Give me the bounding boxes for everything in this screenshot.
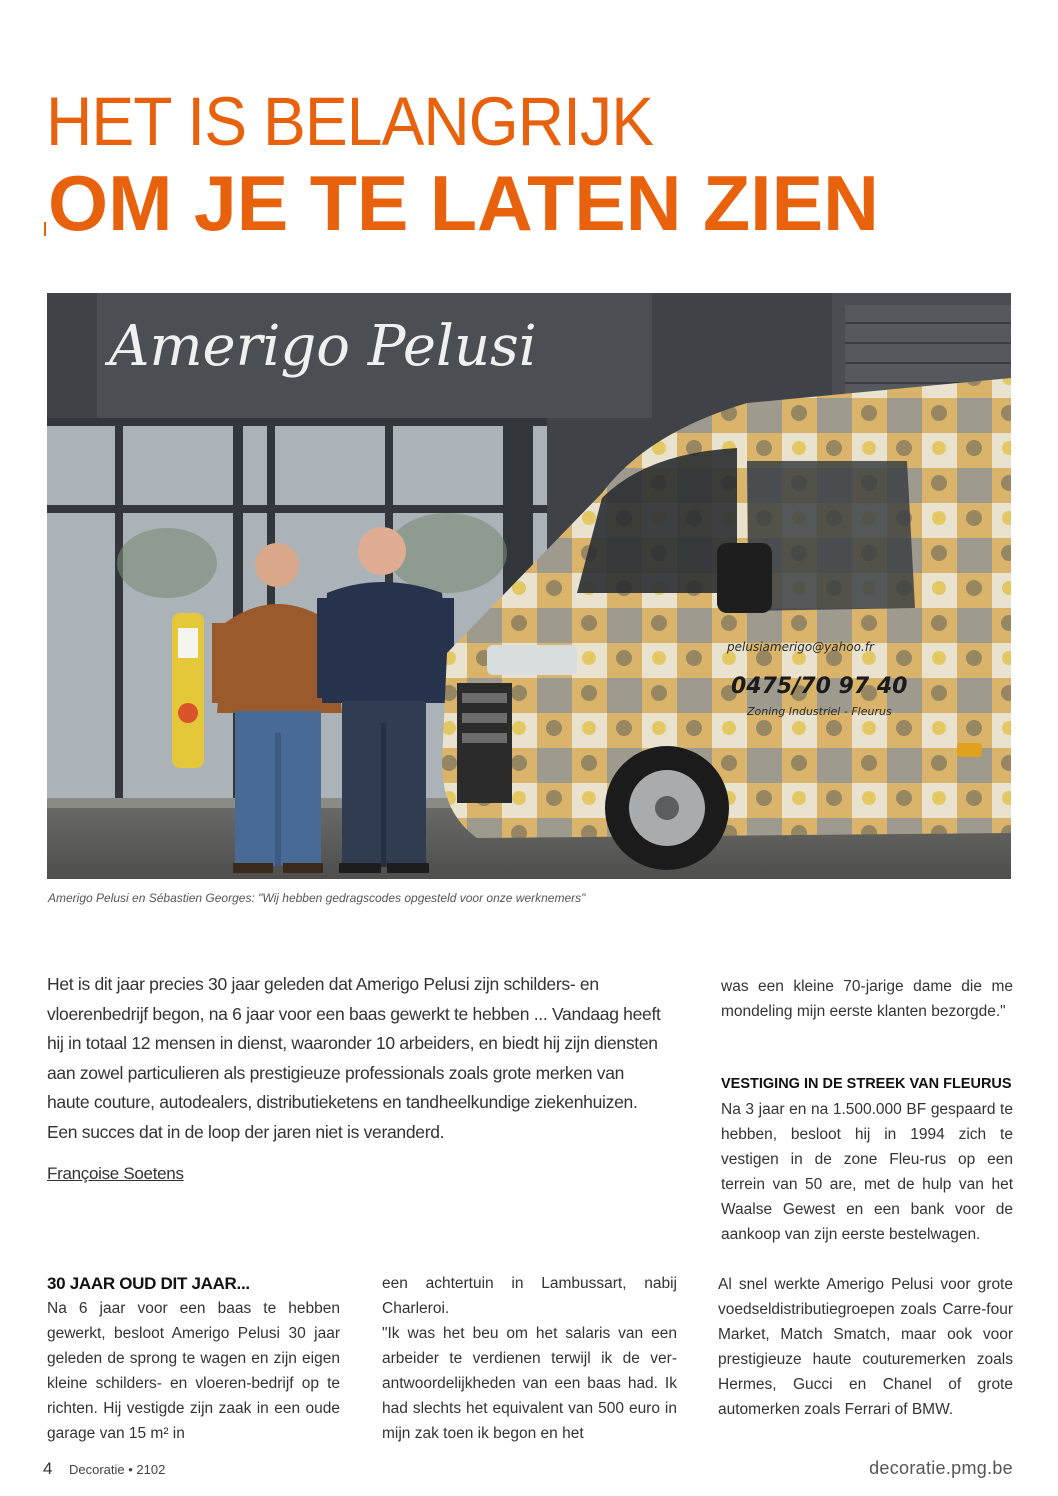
photo-caption: Amerigo Pelusi en Sébastien Georges: "Wij hebben gedragscodes opgesteld voor onze werknemers" bbox=[48, 891, 586, 905]
magazine-issue: Decoratie • 2102 bbox=[69, 1462, 166, 1477]
section-heading-30-jaar: 30 JAAR OUD DIT JAAR... bbox=[47, 1274, 250, 1293]
shop-sign-text: Amerigo Pelusi bbox=[109, 314, 537, 379]
column-3-section bbox=[721, 1072, 1013, 1247]
column-3-text-2: Al snel werkte Amerigo Pelusi voor grote voedseldistributiegroepen zoals Carre-four Market, Match Smatch, maar ook voor prestigieuze haute couturemerken zoals Hermes, Gucci en Chanel of grote automerken zoals Ferrari of BMW. bbox=[718, 1276, 1013, 1418]
article-photo bbox=[47, 293, 1011, 879]
section-heading-fleurus: VESTIGING IN DE STREEK VAN FLEURUS bbox=[721, 1076, 1012, 1092]
title-line-2: OM JE TE LATEN ZIEN bbox=[48, 159, 879, 247]
column-3-bottom bbox=[718, 1272, 1013, 1422]
van-location: Zoning Industriel - Fleurus bbox=[747, 705, 892, 718]
author-name: Françoise Soetens bbox=[47, 1164, 184, 1183]
website-url[interactable]: decoratie.pmg.be bbox=[869, 1458, 1013, 1478]
column-3-text-top: was een kleine 70-jarige dame die me mondeling mijn eerste klanten bezorgde." bbox=[721, 978, 1013, 1020]
van-phone: 0475/70 97 40 bbox=[731, 674, 908, 699]
column-2 bbox=[382, 1271, 677, 1446]
van-email: pelusiamerigo@yahoo.fr bbox=[727, 640, 874, 654]
column-1 bbox=[47, 1271, 340, 1446]
intro-paragraph: Het is dit jaar precies 30 jaar geleden dat Amerigo Pelusi zijn schilders- en vloerenbedrijf begon, na 6 jaar voor een baas gewerkt te hebben ... Vandaag heeft hij in totaal 12 mensen in dienst, waaronder 10 arbeiders, en biedt hij zijn diensten aan zowel particulieren als prestigieuze professionals zoals grote merken van haute couture, autodealers, distributieketens en tandheelkundige ziekenhuizen. Een succes dat in de loop der jaren niet is veranderd. bbox=[47, 974, 661, 1142]
column-2-text-2: "Ik was het beu om het salaris van een arbeider te verdienen terwijl ik de ver-antwoordelijkheden van een baas had. Ik had slechts het equivalent van 500 euro in mijn zak toen ik begon en het bbox=[382, 1325, 677, 1442]
title-line-1: HET IS BELANGRIJK bbox=[46, 83, 654, 160]
title-accent-mark bbox=[44, 222, 46, 236]
column-1-text: Na 6 jaar voor een baas te hebben gewerkt, besloot Amerigo Pelusi 30 jaar geleden de sprong te wagen en zijn eigen kleine schilders- en vloeren-bedrijf op te richten. Hij vestigde zijn zaak in een oude garage van 15 m² in bbox=[47, 1300, 340, 1442]
column-2-text-1: een achtertuin in Lambussart, nabij Charleroi. bbox=[382, 1275, 677, 1317]
column-3-top bbox=[721, 974, 1013, 1024]
column-3-text-1: Na 3 jaar en na 1.500.000 BF gespaard te hebben, besloot hij in 1994 zich te vestigen in de zone Fleu-rus op een terrein van 50 are, met de hulp van het Waalse Gewest en een bank voor de aankoop van zijn eerste bestelwagen. bbox=[721, 1101, 1013, 1243]
page-number: 4 bbox=[43, 1459, 53, 1478]
